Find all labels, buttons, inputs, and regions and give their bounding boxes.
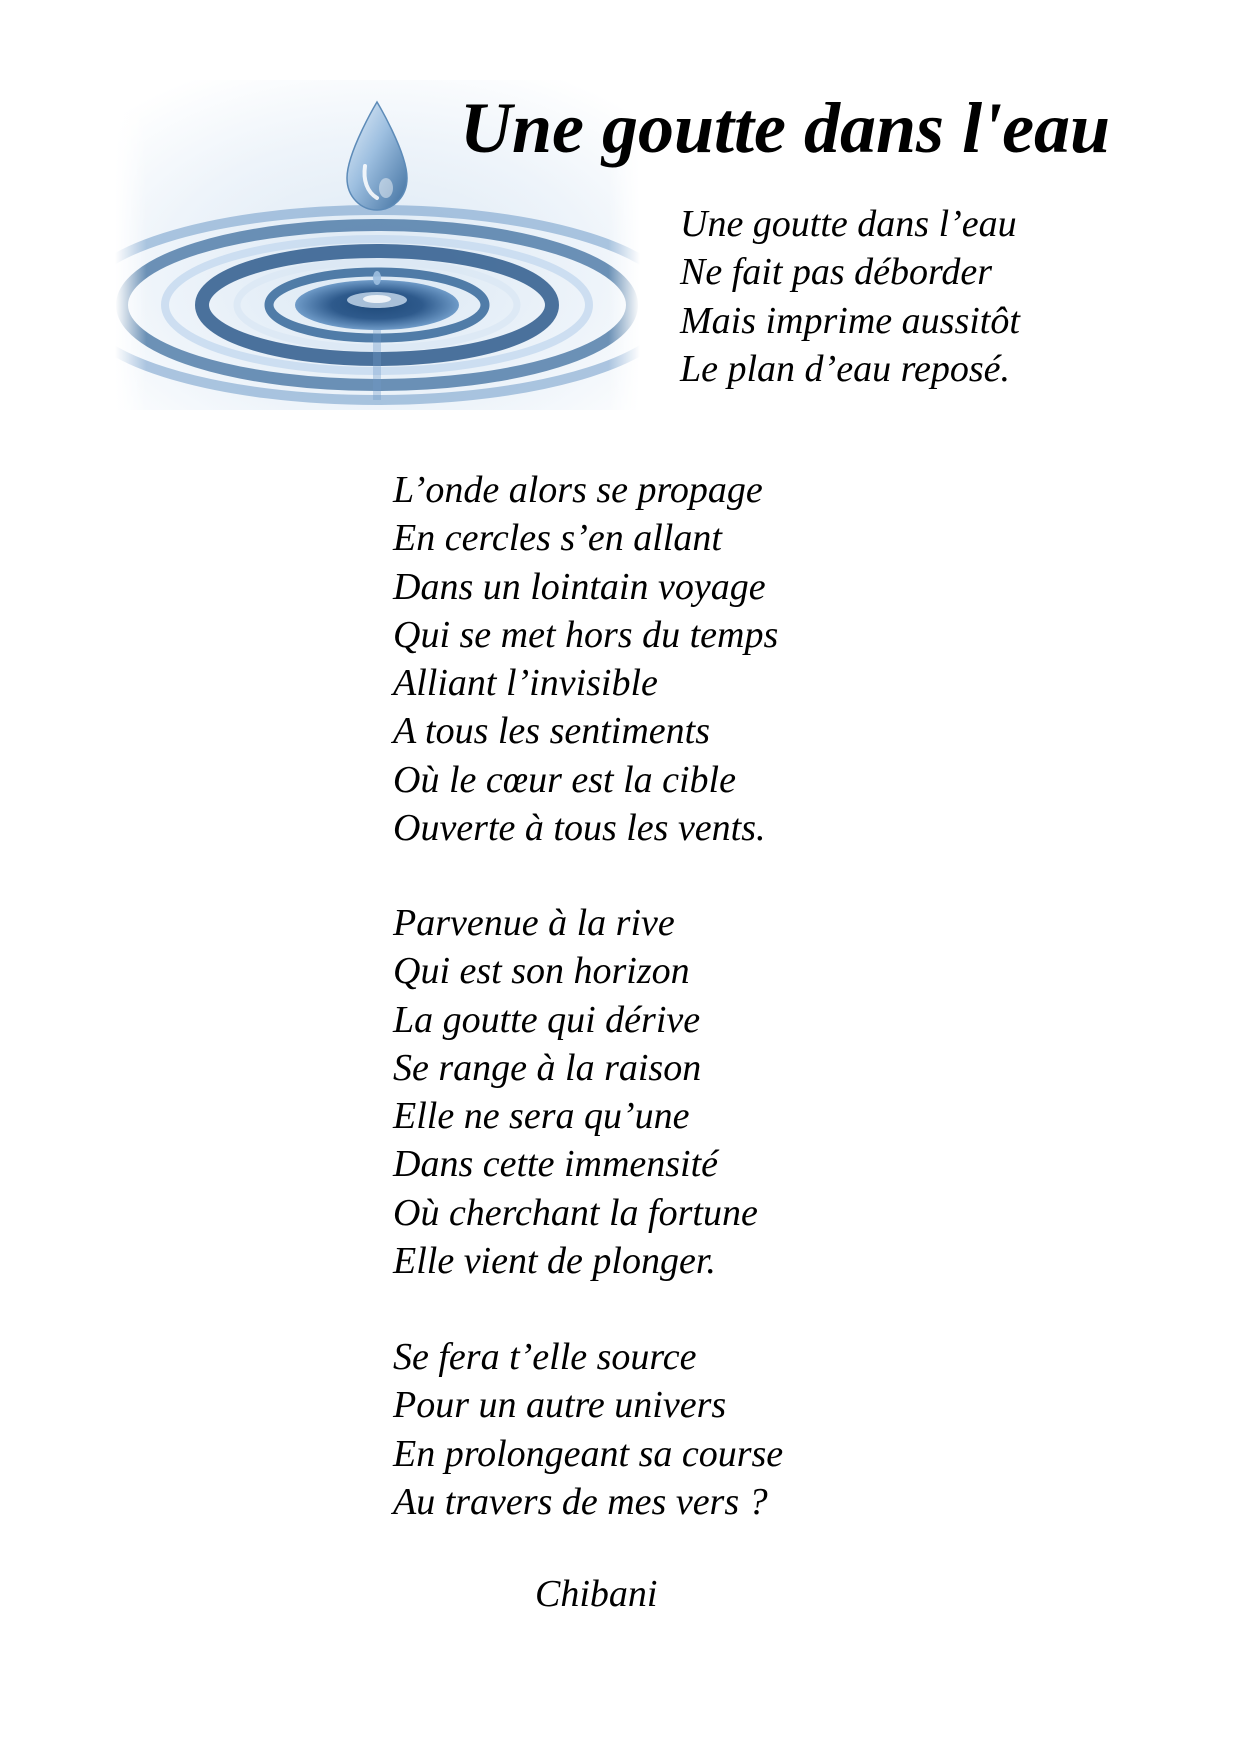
- verse-line: Le plan d’eau reposé.: [680, 347, 1010, 390]
- verse-line: Elle ne sera qu’une: [393, 1095, 690, 1138]
- verse-line: Où le cœur est la cible: [393, 758, 736, 801]
- verse-line: Pour un autre univers: [393, 1384, 727, 1427]
- verse-line: Ne fait pas déborder: [680, 251, 993, 294]
- verse-line: Alliant l’invisible: [393, 662, 658, 705]
- verse-line: A tous les sentiments: [393, 710, 711, 753]
- verse-line: Où cherchant la fortune: [393, 1191, 758, 1234]
- verse-line: Ouverte à tous les vents.: [393, 807, 766, 850]
- author-signature: Chibani: [535, 1573, 658, 1615]
- verse-line: En prolongeant sa course: [393, 1432, 784, 1475]
- verse-line: Qui est son horizon: [393, 950, 690, 993]
- verse-line: Une goutte dans l’eau: [680, 203, 1017, 245]
- verse-line: Se fera t’elle source: [393, 1336, 697, 1378]
- stanza-2: [393, 466, 778, 852]
- verse-line: Qui se met hors du temps: [393, 613, 779, 656]
- verse-line: Mais imprime aussitôt: [680, 299, 1020, 342]
- verse-line: La goutte qui dérive: [393, 998, 701, 1041]
- poem-title: Une goutte dans l'eau: [460, 88, 1111, 168]
- stanza-3: [393, 899, 758, 1285]
- verse-line: Elle vient de plonger.: [393, 1240, 716, 1283]
- verse-line: En cercles s’en allant: [393, 517, 722, 560]
- stanza-1: [680, 200, 1020, 393]
- verse-line: Se range à la raison: [393, 1046, 702, 1089]
- stanza-4: [393, 1333, 783, 1526]
- verse-line: Parvenue à la rive: [393, 902, 675, 944]
- verse-line: Dans un lointain voyage: [393, 565, 766, 608]
- verse-line: L’onde alors se propage: [393, 469, 763, 511]
- verse-line: Dans cette immensité: [393, 1143, 719, 1186]
- verse-line: Au travers de mes vers ?: [393, 1480, 768, 1523]
